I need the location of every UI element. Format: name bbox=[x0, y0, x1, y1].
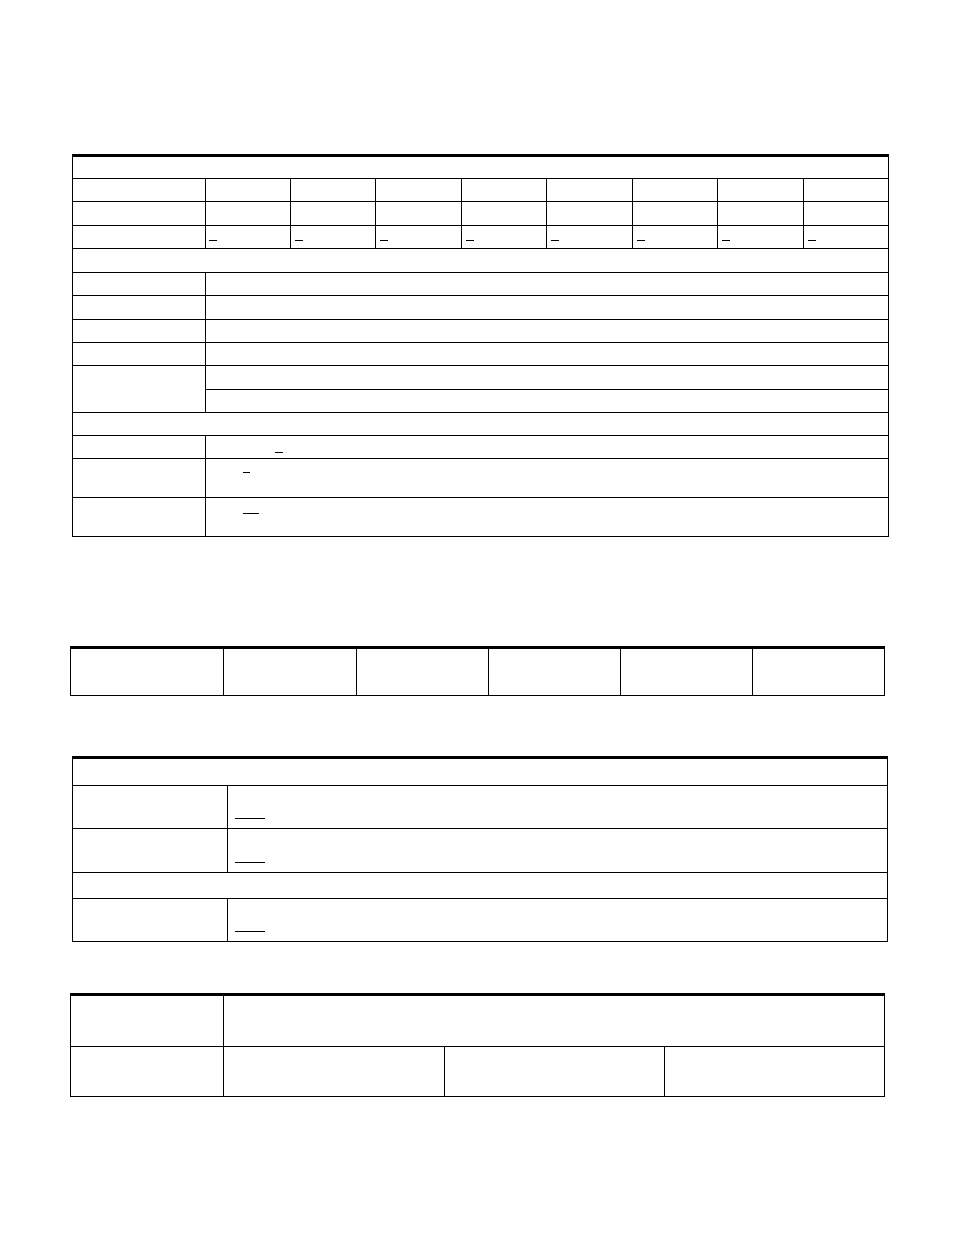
dash-mark bbox=[275, 452, 283, 453]
underline-mark bbox=[235, 862, 265, 863]
dash-mark bbox=[380, 240, 388, 241]
grid-col-divider bbox=[717, 179, 718, 249]
label-col-divider bbox=[227, 899, 228, 942]
dash-mark bbox=[209, 240, 217, 241]
dash-mark bbox=[722, 240, 730, 241]
label-col-divider bbox=[205, 436, 206, 537]
field-row bbox=[73, 829, 887, 873]
grid-row-2 bbox=[73, 202, 888, 226]
col-divider bbox=[620, 648, 621, 696]
grid-row-3 bbox=[73, 226, 888, 249]
field-row bbox=[73, 459, 888, 498]
col-divider bbox=[752, 648, 753, 696]
dash-mark bbox=[637, 240, 645, 241]
col-divider bbox=[223, 648, 224, 696]
col-divider bbox=[356, 648, 357, 696]
grid-col-divider bbox=[461, 179, 462, 249]
grid-col-divider bbox=[205, 179, 206, 249]
underline-mark bbox=[235, 818, 265, 819]
grid-row-1 bbox=[73, 179, 888, 202]
grid-col-divider bbox=[375, 179, 376, 249]
dash-mark bbox=[551, 240, 559, 241]
dash-mark bbox=[243, 513, 259, 514]
label-col-divider bbox=[227, 786, 228, 873]
section-header-row bbox=[73, 873, 887, 899]
field-row bbox=[73, 273, 888, 296]
dash-mark bbox=[466, 240, 474, 241]
section-header-row bbox=[73, 758, 887, 786]
grid-col-divider bbox=[290, 179, 291, 249]
field-row bbox=[73, 296, 888, 320]
form-table-2 bbox=[70, 647, 885, 696]
field-row-double bbox=[73, 366, 888, 413]
label-col-divider bbox=[205, 273, 206, 413]
field-row bbox=[73, 786, 887, 829]
field-row bbox=[73, 343, 888, 366]
section-header-row bbox=[73, 413, 888, 436]
table-top-rule bbox=[70, 646, 885, 649]
label-col-divider bbox=[223, 995, 224, 1097]
grid-col-divider bbox=[546, 179, 547, 249]
dash-mark bbox=[808, 240, 816, 241]
field-row bbox=[73, 436, 888, 459]
dash-mark bbox=[243, 472, 250, 473]
dash-mark bbox=[295, 240, 303, 241]
form-table-4 bbox=[70, 994, 885, 1097]
grid-col-divider bbox=[803, 179, 804, 249]
col-divider bbox=[444, 1047, 445, 1097]
field-row bbox=[71, 995, 884, 1047]
grid-col-divider bbox=[632, 179, 633, 249]
form-table-1 bbox=[72, 155, 889, 537]
field-row bbox=[73, 320, 888, 343]
col-divider bbox=[664, 1047, 665, 1097]
section-header-row bbox=[73, 249, 888, 273]
form-table-3 bbox=[72, 757, 888, 942]
underline-mark bbox=[235, 931, 265, 932]
section-header-row bbox=[73, 156, 888, 179]
col-divider bbox=[488, 648, 489, 696]
